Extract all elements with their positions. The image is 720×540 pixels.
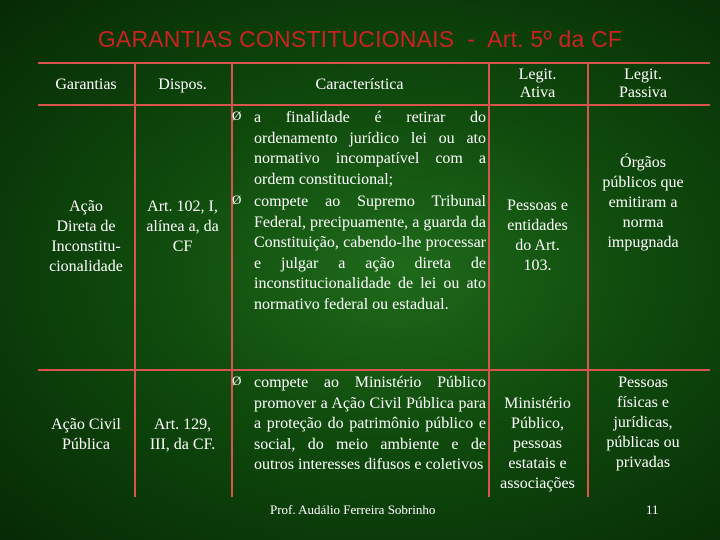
row2-legit-ativa: Ministério Público, pessoas estatais e associações: [500, 395, 575, 492]
header-legit-passiva: Legit. Passiva: [619, 66, 667, 101]
row1-legit-passiva: Órgãos públicos que emitiram a norma impugnada: [602, 154, 684, 251]
row2-legit-passiva: Pessoas físicas e jurídicas, públicas ou privadas: [606, 374, 680, 471]
page-number: 11: [646, 502, 659, 517]
header-caracteristica: Característica: [315, 76, 404, 93]
row2-dispos: Art. 129, III, da CF.: [149, 416, 216, 453]
row2-caracteristica-bullet-1: Ø compete ao Ministério Público promover a Ação Civil Pública para a proteção do patrimônio público e social, do meio ambiente e de outros interesses difusos e coletivos: [232, 373, 486, 473]
arrow-bullet-icon: Ø: [232, 373, 242, 388]
row1-garantia: Ação Direta de Inconstitu- cionalidade: [49, 198, 123, 275]
row1-legit-ativa: Pessoas e entidades do Art. 103.: [507, 197, 568, 274]
header-garantias: Garantias: [55, 76, 117, 93]
row2-garantia: Ação Civil Pública: [51, 416, 121, 453]
table-header-divider: [38, 104, 710, 106]
header-dispos: Dispos.: [158, 76, 207, 93]
footer-author: Prof. Audálio Ferreira Sobrinho: [270, 502, 436, 517]
table-top-border: [38, 62, 710, 64]
row1-dispos: Art. 102, I, alínea a, da CF: [146, 198, 219, 255]
table-row-divider: [38, 369, 710, 371]
row1-caracteristica-bullet-2: Ø compete ao Supremo Tribunal Federal, precipuamente, a guarda da Constituição, cabendo-lhe processar e julgar a ação direta de inconstitucionalidade de lei ou ato normativo federal ou estadual.: [232, 192, 486, 313]
arrow-bullet-icon: Ø: [232, 108, 242, 123]
row1-caracteristica-bullet-1: Ø a finalidade é retirar do ordenamento jurídico lei ou ato normativo incompatível com a ordem constitucional;: [232, 108, 486, 188]
slide-title: GARANTIAS CONSTITUCIONAIS - Art. 5º da CF: [97, 26, 623, 52]
header-legit-ativa: Legit. Ativa: [518, 66, 557, 101]
arrow-bullet-icon: Ø: [232, 192, 242, 207]
